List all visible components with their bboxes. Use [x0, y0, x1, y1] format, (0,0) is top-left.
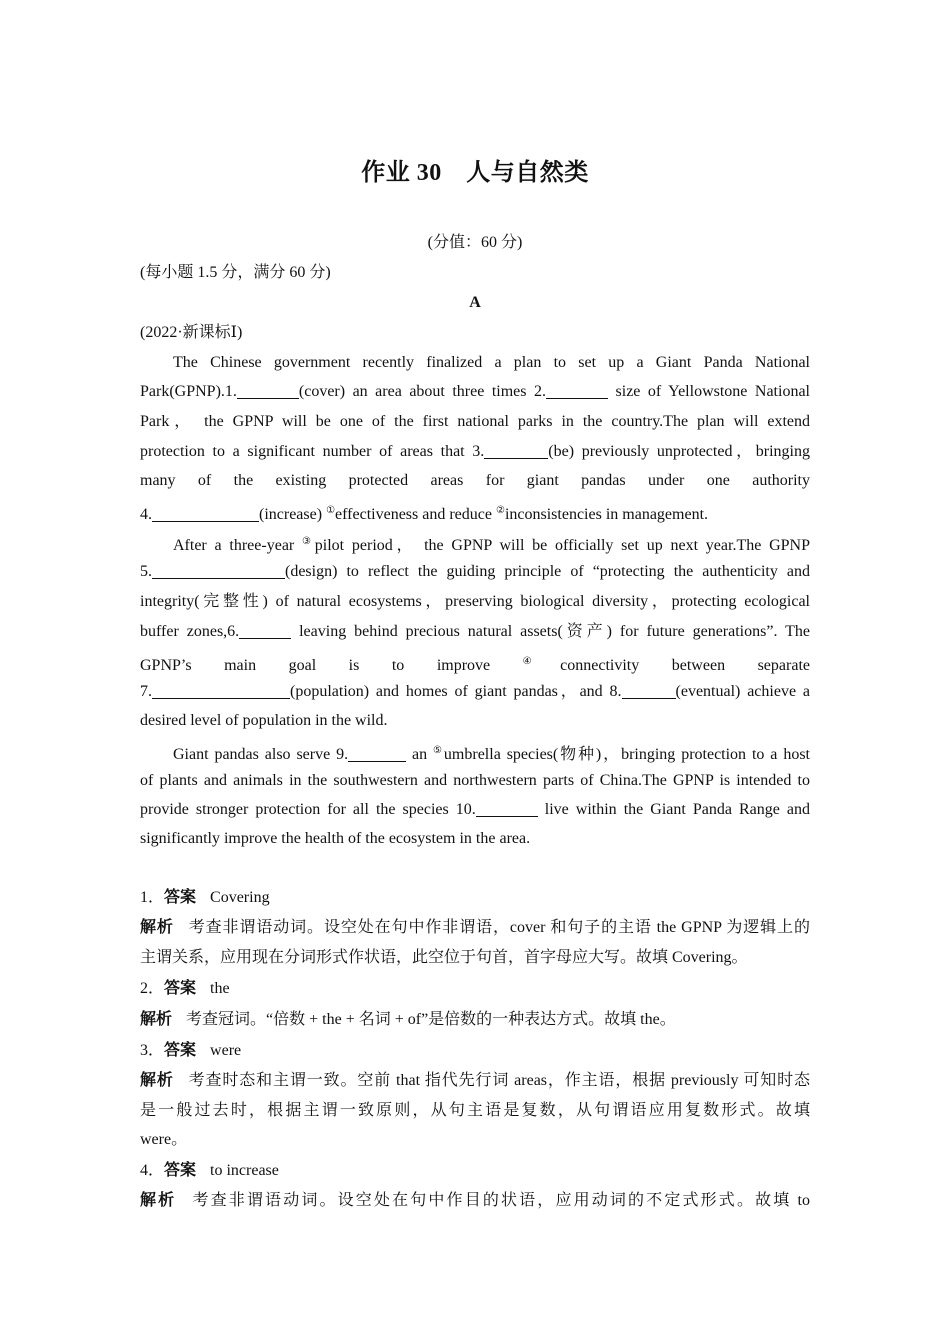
blank-8[interactable]: [622, 682, 676, 699]
passage-line: 5. (design) to reflect the guiding principle of “protecting the authenticity and: [140, 563, 810, 580]
passage-line: protection to a significant number of areas that 3. (be) previously unprotected，bringing: [140, 443, 810, 460]
passage-line: of plants and animals in the southwestern and northwestern parts of China.The GPNP is intended to: [140, 772, 810, 789]
analysis-4: 解析 考查非谓语动词。设空处在句中作目的状语，应用动词的不定式形式。故填 to: [140, 1192, 810, 1209]
blank-6[interactable]: [239, 622, 291, 639]
footnote-marker: ②: [495, 505, 505, 516]
analysis-1: 解析 考查非谓语动词。设空处在句中作非谓语，cover 和句子的主语 the GPNP 为逻辑上的: [140, 919, 810, 936]
footnote-marker: ⑤: [433, 745, 444, 756]
footnote-marker: ①: [326, 505, 336, 516]
analysis-3: 解析 考查时态和主谓一致。空前 that 指代先行词 areas，作主语，根据 previously 可知时态: [140, 1072, 810, 1089]
analysis-line: were。: [140, 1131, 188, 1148]
passage-line: Park， the GPNP will be one of the first national parks in the country.The plan will extend: [140, 413, 810, 430]
answer-2: 2．答案 the: [140, 980, 230, 997]
section-heading: A: [469, 294, 481, 311]
passage-line: many of the existing protected areas for giant pandas under one authority: [140, 472, 810, 489]
analysis-line: 主谓关系，应用现在分词形式作状语，此空位于句首，首字母应大写。故填 Covering。: [140, 949, 748, 966]
footnote-marker: ④: [522, 656, 561, 667]
page-title: 作业 30 人与自然类: [361, 160, 589, 186]
blank-3[interactable]: [484, 442, 548, 459]
blank-4[interactable]: [152, 505, 259, 522]
blank-9[interactable]: [348, 745, 406, 762]
passage-line: 4. (increase) ①effectiveness and reduce ②inconsistencies in management.: [140, 505, 709, 523]
passage-line: 7. (population) and homes of giant pandas，and 8. (eventual) achieve a: [140, 683, 810, 700]
passage-line: After a three-year ③pilot period， the GPNP will be officially set up next year.The GPNP: [173, 536, 811, 554]
blank-1[interactable]: [237, 382, 299, 399]
passage-line: Giant pandas also serve 9. an ⑤umbrella species(物种)，bringing protection to a host: [173, 745, 810, 763]
passage-line: desired level of population in the wild.: [140, 712, 388, 729]
passage-line: provide stronger protection for all the species 10. live within the Giant Panda Range and: [140, 801, 810, 818]
passage-line: The Chinese government recently finalized a plan to set up a Giant Panda National: [173, 354, 810, 371]
blank-5[interactable]: [152, 562, 285, 579]
passage-line: significantly improve the health of the ecosystem in the area.: [140, 830, 531, 847]
blank-7[interactable]: [152, 682, 290, 699]
score-note: (分值：60 分): [427, 234, 523, 251]
source-note: (2022·新课标Ⅰ): [140, 324, 243, 341]
blank-2[interactable]: [546, 382, 608, 399]
instruction-note: (每小题 1.5 分，满分 60 分): [140, 264, 331, 281]
blank-10[interactable]: [476, 800, 538, 817]
answer-3: 3．答案 were: [140, 1042, 242, 1059]
analysis-2: 解析 考查冠词。“倍数 + the + 名词 + of”是倍数的一种表达方式。故填 the。: [140, 1011, 676, 1028]
passage-line: integrity(完整性) of natural ecosystems，preserving biological diversity，protecting ecological: [140, 593, 810, 610]
passage-line: buffer zones,6. leaving behind precious natural assets(资产) for future generations”. The: [140, 623, 810, 640]
footnote-marker: ③: [302, 536, 315, 547]
answer-1: 1．答案 Covering: [140, 889, 270, 906]
passage-line: Park(GPNP).1. (cover) an area about three times 2. size of Yellowstone National: [140, 383, 810, 400]
answer-4: 4．答案 to increase: [140, 1162, 279, 1179]
passage-line: GPNP’s main goal is to improve ④connectivity between separate: [140, 656, 810, 674]
analysis-line: 是一般过去时，根据主谓一致原则，从句主语是复数，从句谓语应用复数形式。故填: [140, 1102, 810, 1119]
